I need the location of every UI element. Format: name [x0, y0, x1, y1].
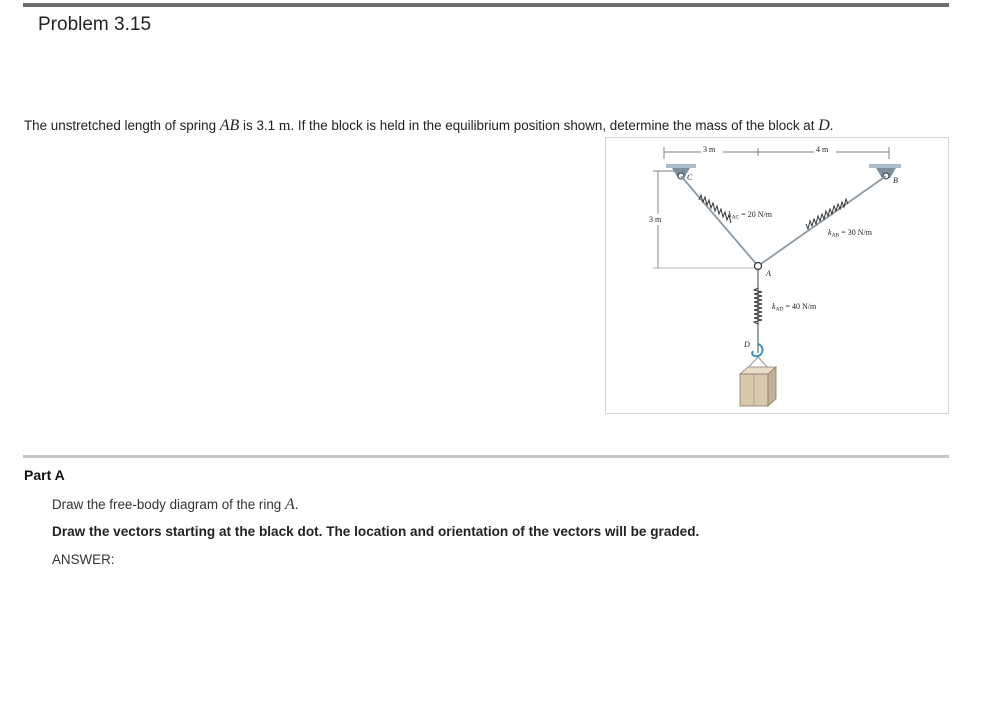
statement-text-3: . If the block is held in the equilibrium position shown, determine the mass of the block at	[290, 118, 819, 133]
k-ab-label	[828, 228, 873, 239]
ceiling-plate-c	[666, 164, 696, 168]
k-ac-symbol: k	[728, 210, 732, 219]
ceiling-plate-b	[869, 164, 901, 168]
spring-ac	[699, 195, 731, 223]
rod-ac	[681, 176, 758, 266]
spring-ab	[806, 199, 848, 229]
block-side	[768, 367, 776, 406]
section-divider	[23, 455, 949, 458]
point-symbol: D	[818, 117, 830, 134]
dim-label-4m-top: 4 m	[816, 145, 829, 154]
k-ad-subscript: AD	[775, 306, 784, 313]
k-ac-label	[728, 210, 773, 221]
k-ad-symbol: k	[772, 302, 776, 311]
k-ad-value: = 40 N/m	[783, 302, 817, 311]
label-d: D	[744, 340, 750, 349]
part-a-instruction	[52, 496, 298, 514]
statement-text-4: .	[829, 118, 834, 133]
problem-statement	[24, 117, 833, 135]
dim-label-3m-vertical: 3 m	[649, 215, 662, 224]
label-c: C	[687, 173, 693, 182]
ring-symbol: A	[284, 496, 295, 513]
problem-figure	[605, 137, 949, 414]
answer-label: ANSWER:	[52, 552, 115, 567]
rod-ab	[758, 176, 886, 266]
dim-label-3m-top: 3 m	[703, 145, 716, 154]
ring-a	[755, 263, 762, 270]
instruction-text: Draw the free-body diagram of the ring	[52, 497, 285, 512]
k-ab-subscript: AB	[831, 232, 840, 239]
spring-system-diagram	[606, 138, 948, 413]
k-ad-label	[772, 302, 817, 313]
k-ab-symbol: k	[828, 228, 832, 237]
statement-text-1: The unstretched length of spring	[24, 118, 220, 133]
vector-instruction: Draw the vectors starting at the black dot. The location and orientation of the vectors will be graded.	[52, 524, 700, 539]
top-divider	[23, 3, 949, 7]
instruction-end: .	[294, 497, 299, 512]
label-b: B	[893, 176, 898, 185]
statement-text-2: is 3.1	[239, 118, 279, 133]
length-unit: m	[278, 118, 291, 134]
label-a: A	[766, 269, 771, 278]
problem-title: Problem 3.15	[38, 14, 152, 35]
k-ac-value: = 20 N/m	[739, 210, 772, 219]
k-ac-subscript: AC	[731, 214, 740, 221]
spring-symbol: AB	[219, 117, 240, 134]
k-ab-value: = 30 N/m	[839, 228, 872, 237]
part-a-heading: Part A	[24, 467, 65, 483]
